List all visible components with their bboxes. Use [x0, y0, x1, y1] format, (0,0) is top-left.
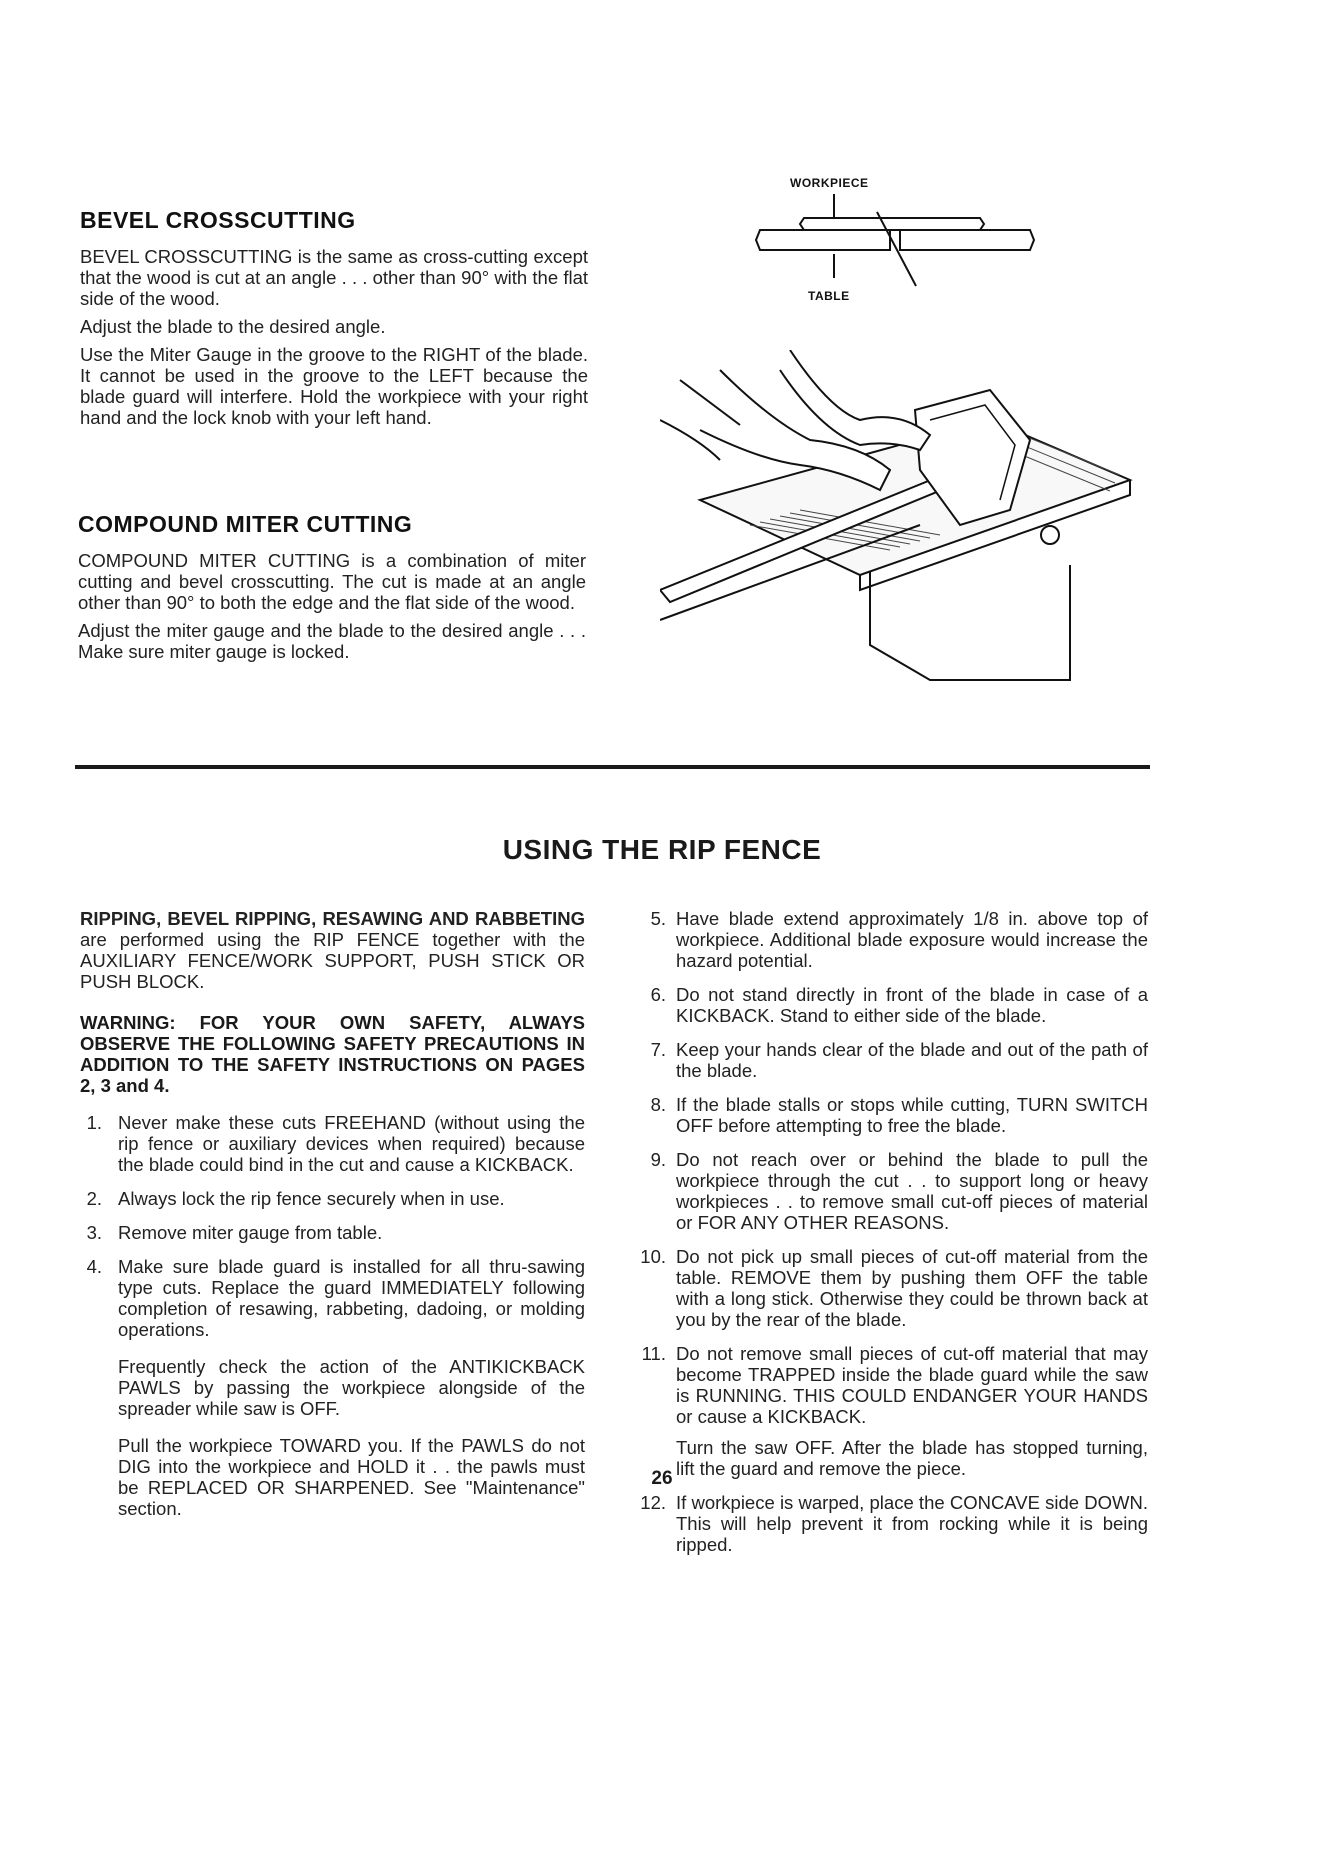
table-left-shape: [756, 230, 890, 250]
right-safety-list: [634, 908, 1148, 1555]
item-number: 7.: [650, 1039, 666, 1060]
item-number: 8.: [650, 1094, 666, 1115]
lock-knob: [1041, 526, 1059, 544]
item-subparagraph: Frequently check the action of the ANTIKICKBACK PAWLS by passing the workpiece alongside of the spreader while saw is OFF.: [118, 1356, 585, 1419]
compound-para-2: Adjust the miter gauge and the blade to the desired angle . . . Make sure miter gauge is locked.: [78, 620, 586, 662]
item-number: 5.: [650, 908, 666, 929]
rip-intro: [80, 908, 585, 992]
item-text: Do not remove small pieces of cut-off material that may become TRAPPED inside the blade guard while the saw is RUNNING. THIS COULD ENDANGER YOUR HANDS or cause a KICKBACK.: [676, 1343, 1148, 1427]
bevel-para-2: Adjust the blade to the desired angle.: [80, 316, 386, 337]
table-right-shape: [900, 230, 1034, 250]
list-item: [80, 1112, 585, 1175]
compound-section: [78, 511, 586, 669]
item-text: Have blade extend approximately 1/8 in. above top of workpiece. Additional blade exposure would increase the hazard potential.: [676, 908, 1148, 971]
item-number: 6.: [650, 984, 666, 1005]
item-text: Never make these cuts FREEHAND (without using the rip fence or auxiliary devices when required) because the blade could bind in the cut and cause a KICKBACK.: [118, 1112, 585, 1175]
bevel-section: [80, 207, 588, 435]
item-text: Do not stand directly in front of the blade in case of a KICKBACK. Stand to either side of the blade.: [676, 984, 1148, 1026]
bevel-para-3: Use the Miter Gauge in the groove to the RIGHT of the blade. It cannot be used in the groove to the LEFT because the blade guard will interfere. Hold the workpiece with your right hand and the lock knob with your left hand.: [80, 344, 588, 428]
workpiece-shape: [800, 218, 984, 230]
bevel-para-1: BEVEL CROSSCUTTING is the same as cross-cutting except that the wood is cut at an angle . . . other than 90° with the flat side of the wood.: [80, 246, 588, 309]
item-text: Remove miter gauge from table.: [118, 1222, 383, 1243]
item-text: If workpiece is warped, place the CONCAVE side DOWN. This will help prevent it from rocking while it is being ripped.: [676, 1492, 1148, 1555]
item-subparagraph: Turn the saw OFF. After the blade has stopped turning, lift the guard and remove the piece.: [676, 1437, 1148, 1479]
section-divider: [75, 765, 1150, 769]
item-text: Make sure blade guard is installed for all thru-sawing type cuts. Replace the guard IMMEDIATELY following completion of resawing, rabbeting, dadoing, or molding operations.: [118, 1256, 585, 1340]
item-number: 1.: [86, 1112, 102, 1133]
compound-para-1: COMPOUND MITER CUTTING is a combination of miter cutting and bevel crosscutting. The cut is made at an angle other than 90° to both the edge and the flat side of the wood.: [78, 550, 586, 613]
item-text: Do not reach over or behind the blade to pull the workpiece through the cut . . to support long or heavy workpieces . . to remove small cut-off pieces of material or FOR ANY OTHER REASONS.: [676, 1149, 1148, 1233]
item-text: If the blade stalls or stops while cutting, TURN SWITCH OFF before attempting to free the blade.: [676, 1094, 1148, 1136]
item-number: 9.: [650, 1149, 666, 1170]
list-item: [634, 1039, 1148, 1081]
list-item: [634, 908, 1148, 971]
table-saw-illustration: [660, 350, 1140, 690]
item-text: Keep your hands clear of the blade and out of the path of the blade.: [676, 1039, 1148, 1081]
bevel-cross-section-diagram: [740, 170, 1060, 320]
bevel-heading: BEVEL CROSSCUTTING: [80, 207, 356, 233]
table-label: TABLE: [808, 289, 850, 303]
page-number: 26: [651, 1468, 673, 1489]
list-item: [634, 1246, 1148, 1330]
list-item: [634, 1343, 1148, 1479]
compound-heading: COMPOUND MITER CUTTING: [78, 511, 413, 537]
list-item: [80, 1222, 585, 1243]
rip-intro-rest: are performed using the RIP FENCE together with the AUXILIARY FENCE/WORK SUPPORT, PUSH STICK OR PUSH BLOCK.: [80, 929, 585, 992]
workpiece-label: WORKPIECE: [790, 176, 869, 190]
item-text: Do not pick up small pieces of cut-off material from the table. REMOVE them by pushing them OFF the table with a long stick. Otherwise they could be thrown back at you by the rear of the blade.: [676, 1246, 1148, 1330]
item-text: Always lock the rip fence securely when in use.: [118, 1188, 505, 1209]
rip-fence-title: USING THE RIP FENCE: [502, 834, 822, 865]
list-item: [634, 1492, 1148, 1555]
list-item: [634, 1149, 1148, 1233]
list-item: [634, 984, 1148, 1026]
item-number: 10.: [640, 1246, 666, 1267]
item-number: 11.: [641, 1343, 666, 1364]
rip-left-column: [80, 908, 585, 1532]
item-number: 3.: [86, 1222, 102, 1243]
item-number: 12.: [640, 1492, 666, 1513]
list-item: [80, 1188, 585, 1209]
item-subparagraph: Pull the workpiece TOWARD you. If the PAWLS do not DIG into the workpiece and HOLD it . . the pawls must be REPLACED OR SHARPENED. See "Maintenance" section.: [118, 1435, 585, 1519]
left-safety-list: [80, 1112, 585, 1519]
safety-warning: WARNING: FOR YOUR OWN SAFETY, ALWAYS OBSERVE THE FOLLOWING SAFETY PRECAUTIONS IN ADDITION TO THE SAFETY INSTRUCTIONS ON PAGES 2, 3 and 4.: [80, 1012, 585, 1096]
item-number: 2.: [86, 1188, 102, 1209]
item-number: 4.: [86, 1256, 102, 1277]
rip-intro-bold: RIPPING, BEVEL RIPPING, RESAWING AND RABBETING: [80, 908, 585, 929]
list-item: [634, 1094, 1148, 1136]
